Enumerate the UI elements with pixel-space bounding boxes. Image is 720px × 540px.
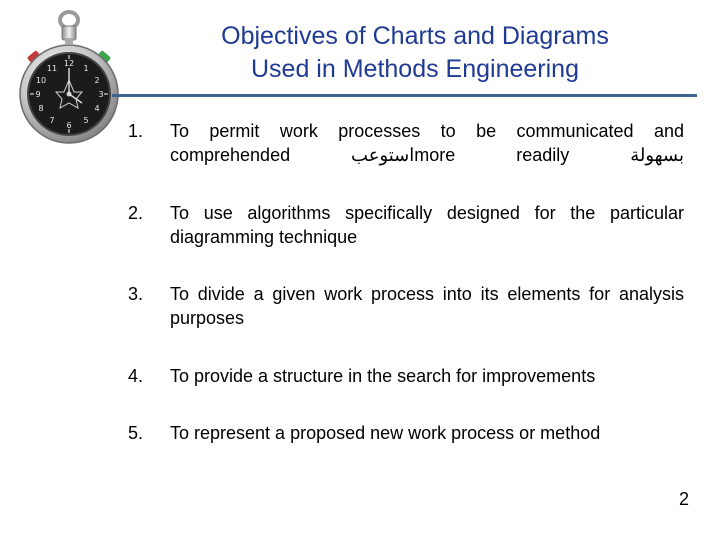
objective-number: 2. [128,203,144,223]
objective-text: To provide a structure in the search for improvements [170,366,596,386]
title-divider [112,94,697,97]
svg-text:6: 6 [66,121,72,130]
stopwatch-icon [18,8,122,158]
slide-title [180,20,650,86]
svg-text:11: 11 [46,64,58,73]
objective-number: 4. [128,366,144,386]
arabic-word-1: استوعب [351,145,415,165]
svg-text:7: 7 [49,116,55,125]
objective-item-5 [128,421,684,445]
objective-text-part-1: To permit work processes to be communicated and comprehended [170,121,684,165]
objective-item-3 [128,282,684,330]
svg-text:2: 2 [94,76,100,85]
title-line-2: Used in Methods Engineering [251,55,579,83]
objective-item-1 [128,119,684,167]
svg-text:1: 1 [83,64,89,73]
objective-text [170,119,684,167]
objective-number: 5. [128,423,144,443]
svg-text:9: 9 [35,90,41,99]
objective-item-2 [128,201,684,249]
svg-text:4: 4 [94,104,100,113]
page-number: 2 [678,489,689,509]
objective-number: 1. [128,121,144,141]
objective-number: 3. [128,284,144,304]
objective-text: To use algorithms specifically designed for the particular diagramming technique [170,203,684,247]
svg-text:12: 12 [63,59,75,68]
svg-text:3: 3 [98,90,104,99]
title-line-1: Objectives of Charts and Diagrams [221,22,609,50]
objective-text: To divide a given work process into its elements for analysis purposes [170,284,684,328]
svg-text:8: 8 [38,104,44,113]
svg-text:5: 5 [83,116,89,125]
svg-text:10: 10 [35,76,47,85]
objective-text-part-2: more readily [414,145,631,165]
arabic-word-2: بسهولة [630,145,684,165]
objective-text: To represent a proposed new work process or method [170,423,601,443]
objective-item-4 [128,364,684,388]
